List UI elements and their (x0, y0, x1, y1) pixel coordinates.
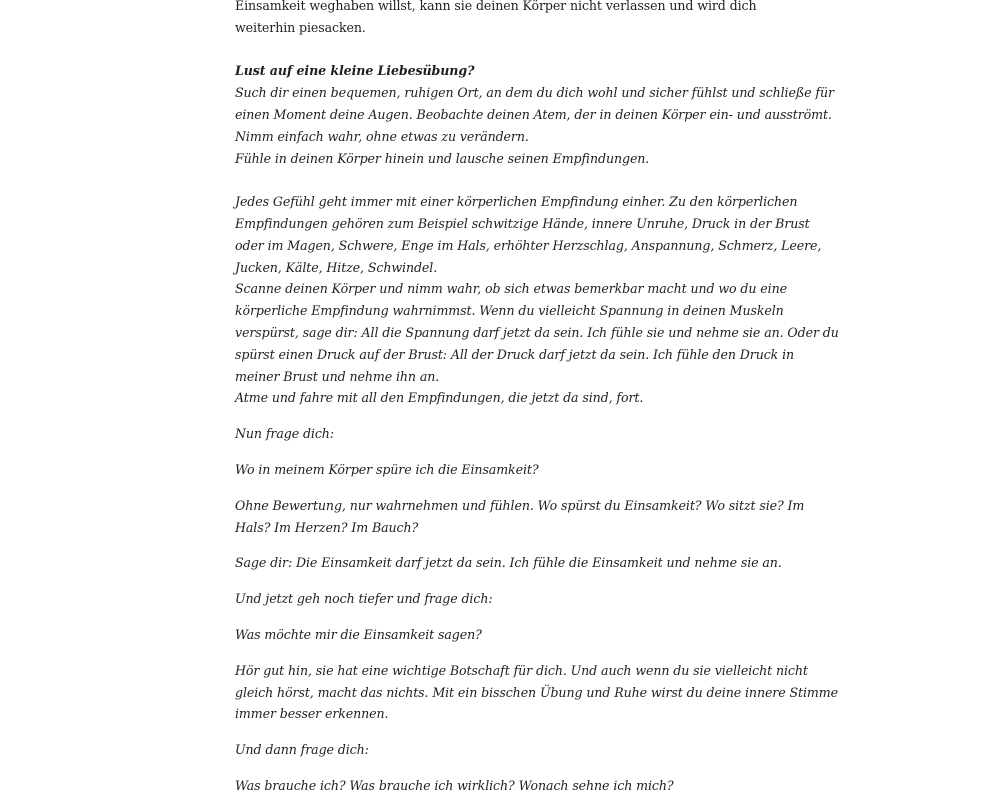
text-line: spürst einen Druck auf der Brust: All der Druck darf jetzt da sein. Ich fühle den Druck in (235, 346, 795, 362)
text-line: Fühle in deinen Körper hinein und lausche seinen Empfindungen. (235, 150, 650, 166)
text-line: Was möchte mir die Einsamkeit sagen? (235, 626, 482, 642)
exercise-intro-paragraph (235, 60, 834, 169)
text-line: Einsamkeit weghaben willst, kann sie deinen Körper nicht verlassen und wird dich (235, 0, 757, 13)
text-line: meiner Brust und nehme ihn an. (235, 368, 440, 384)
intro-paragraph (235, 0, 775, 39)
question-two-detail-paragraph (235, 660, 838, 725)
question-two-paragraph (235, 624, 775, 646)
text-line: körperliche Empfindung wahrnimmst. Wenn du vielleicht Spannung in deinen Muskeln (235, 303, 784, 319)
affirmation-paragraph (235, 552, 782, 574)
text-line: Atme und fahre mit all den Empfindungen, die jetzt da sind, fort. (235, 390, 644, 406)
then-paragraph (235, 739, 775, 761)
question-one-paragraph (235, 459, 775, 481)
ask-paragraph (235, 423, 775, 445)
text-line: Such dir einen bequemen, ruhigen Ort, an dem du dich wohl und sicher fühlst und schließe für (235, 85, 834, 101)
text-line: Jedes Gefühl geht immer mit einer körperlichen Empfindung einher. Zu den körperlichen (235, 194, 798, 210)
text-line: gleich hörst, macht das nichts. Mit ein bisschen Übung und Ruhe wirst du deine innere Stimme (235, 684, 838, 700)
text-line: Jucken, Kälte, Hitze, Schwindel. (235, 259, 438, 275)
article-body (235, 0, 839, 797)
text-line: Hör gut hin, sie hat eine wichtige Botschaft für dich. Und auch wenn du sie vielleicht nicht (235, 662, 808, 678)
text-line: verspürst, sage dir: All die Spannung darf jetzt da sein. Ich fühle sie und nehme sie an. Oder du (235, 324, 839, 340)
deeper-paragraph (235, 588, 775, 610)
text-line: Scanne deinen Körper und nimm wahr, ob sich etwas bemerkbar macht und wo du eine (235, 281, 787, 297)
text-line: Hals? Im Herzen? Im Bauch? (235, 519, 419, 535)
text-line: Ohne Bewertung, nur wahrnehmen und fühlen. Wo spürst du Einsamkeit? Wo sitzt sie? Im (235, 497, 805, 513)
body-sensations-paragraph (235, 191, 839, 409)
text-line: Nimm einfach wahr, ohne etwas zu verändern. (235, 128, 529, 144)
text-line: immer besser erkennen. (235, 706, 389, 722)
text-line: Wo in meinem Körper spüre ich die Einsamkeit? (235, 461, 539, 477)
question-one-detail-paragraph (235, 495, 805, 539)
text-line: Was brauche ich? Was brauche ich wirklich? Wonach sehne ich mich? (235, 777, 674, 793)
text-line: Und jetzt geh noch tiefer und frage dich: (235, 591, 493, 607)
text-line: oder im Magen, Schwere, Enge im Hals, erhöhter Herzschlag, Anspannung, Schmerz, Leere, (235, 237, 822, 253)
text-line: Sage dir: Die Einsamkeit darf jetzt da sein. Ich fühle die Einsamkeit und nehme sie an. (235, 555, 782, 571)
text-line: Empfindungen gehören zum Beispiel schwitzige Hände, innere Unruhe, Druck in der Brust (235, 215, 810, 231)
text-line: weiterhin piesacken. (235, 19, 366, 35)
exercise-heading: Lust auf eine kleine Liebesübung? (235, 63, 475, 79)
text-line: einen Moment deine Augen. Beobachte deinen Atem, der in deinen Körper ein- und ausströmt. (235, 106, 832, 122)
text-line: Und dann frage dich: (235, 742, 369, 758)
text-line: Nun frage dich: (235, 426, 334, 442)
question-three-paragraph (235, 775, 775, 797)
